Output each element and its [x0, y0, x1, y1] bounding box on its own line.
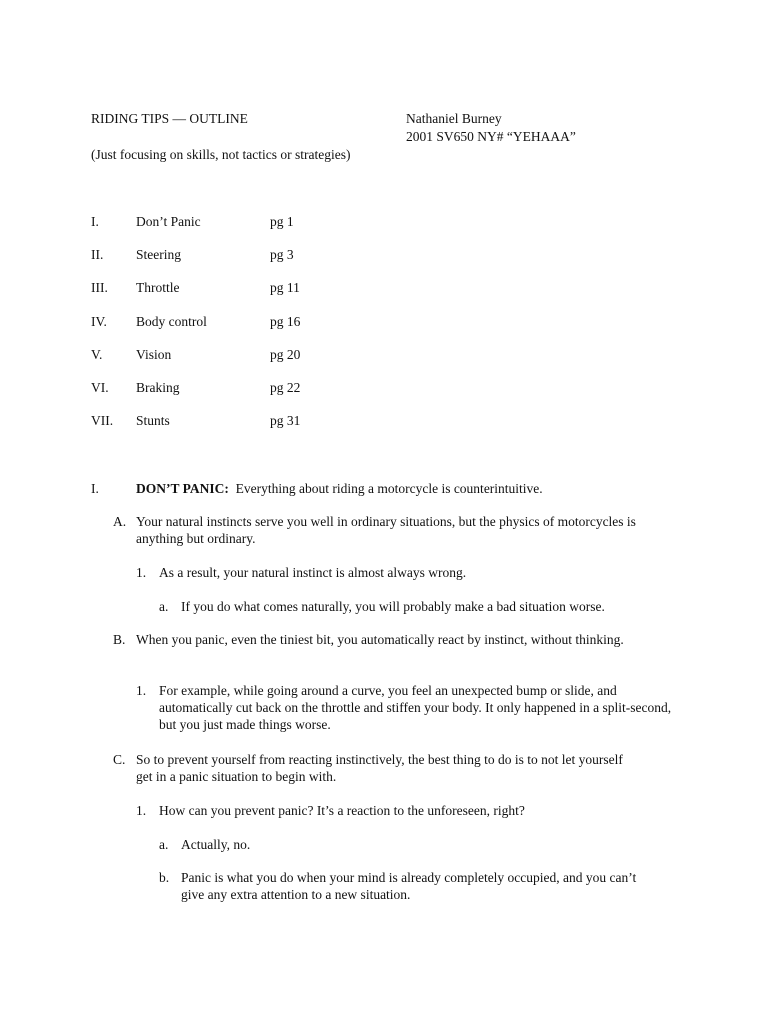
toc-title: Braking [136, 380, 180, 395]
outline-item-text: As a result, your natural instinct is almost always wrong. [159, 565, 467, 580]
outline-item-text: So to prevent yourself from reacting instinctively, the best thing to do is to not let yourself get in a panic situation to begin with. [136, 752, 623, 784]
outline-item-text: Actually, no. [181, 837, 251, 852]
section-heading: DON’T PANIC: [136, 481, 229, 496]
toc-numeral: VI. [91, 380, 109, 395]
outline-item-text: If you do what comes naturally, you will probably make a bad situation worse. [181, 599, 605, 614]
outline-marker: 1. [136, 565, 147, 580]
section-intro-line [136, 480, 543, 497]
toc-page: pg 1 [270, 214, 294, 229]
toc-title: Throttle [136, 280, 180, 295]
toc-page: pg 3 [270, 247, 294, 262]
toc-title: Don’t Panic [136, 214, 201, 229]
outline-marker: 1. [136, 803, 147, 818]
outline-marker: a. [159, 837, 169, 852]
document-subtitle: (Just focusing on skills, not tactics or strategies) [91, 147, 351, 162]
toc-page: pg 20 [270, 347, 301, 362]
toc-page: pg 31 [270, 413, 301, 428]
outline-item-text: When you panic, even the tiniest bit, you automatically react by instinct, without thinking. [136, 632, 624, 647]
outline-marker: C. [113, 752, 126, 767]
section-intro: Everything about riding a motorcycle is counterintuitive. [235, 481, 543, 496]
toc-title: Stunts [136, 413, 170, 428]
toc-numeral: III. [91, 280, 108, 295]
document-title: RIDING TIPS — OUTLINE [91, 111, 248, 126]
toc-numeral: V. [91, 347, 103, 362]
toc-numeral: I. [91, 214, 99, 229]
toc-page: pg 11 [270, 280, 300, 295]
section-numeral: I. [91, 481, 99, 496]
outline-item-text: Panic is what you do when your mind is already completely occupied, and you can’t give any extra attention to a new situation. [181, 870, 637, 902]
outline-marker: a. [159, 599, 169, 614]
toc-numeral: VII. [91, 413, 114, 428]
toc-title: Vision [136, 347, 172, 362]
toc-numeral: IV. [91, 314, 107, 329]
outline-marker: B. [113, 632, 126, 647]
outline-item-text: For example, while going around a curve, you feel an unexpected bump or slide, and automatically cut back on the throttle and stiffen your body. It only happened in a split-second, but you just made things worse. [159, 683, 672, 732]
outline-marker: b. [159, 870, 170, 885]
outline-marker: A. [113, 514, 127, 529]
toc-page: pg 22 [270, 380, 301, 395]
outline-marker: 1. [136, 683, 147, 698]
toc-title: Body control [136, 314, 207, 329]
toc-page: pg 16 [270, 314, 301, 329]
toc-title: Steering [136, 247, 181, 262]
bike-info: 2001 SV650 NY# “YEHAAA” [406, 129, 576, 144]
outline-item-text: Your natural instincts serve you well in ordinary situations, but the physics of motorcycles is anything but ordinary. [136, 514, 636, 546]
author-name: Nathaniel Burney [406, 111, 502, 126]
toc-numeral: II. [91, 247, 104, 262]
outline-item-text: How can you prevent panic? It’s a reaction to the unforeseen, right? [159, 803, 525, 818]
